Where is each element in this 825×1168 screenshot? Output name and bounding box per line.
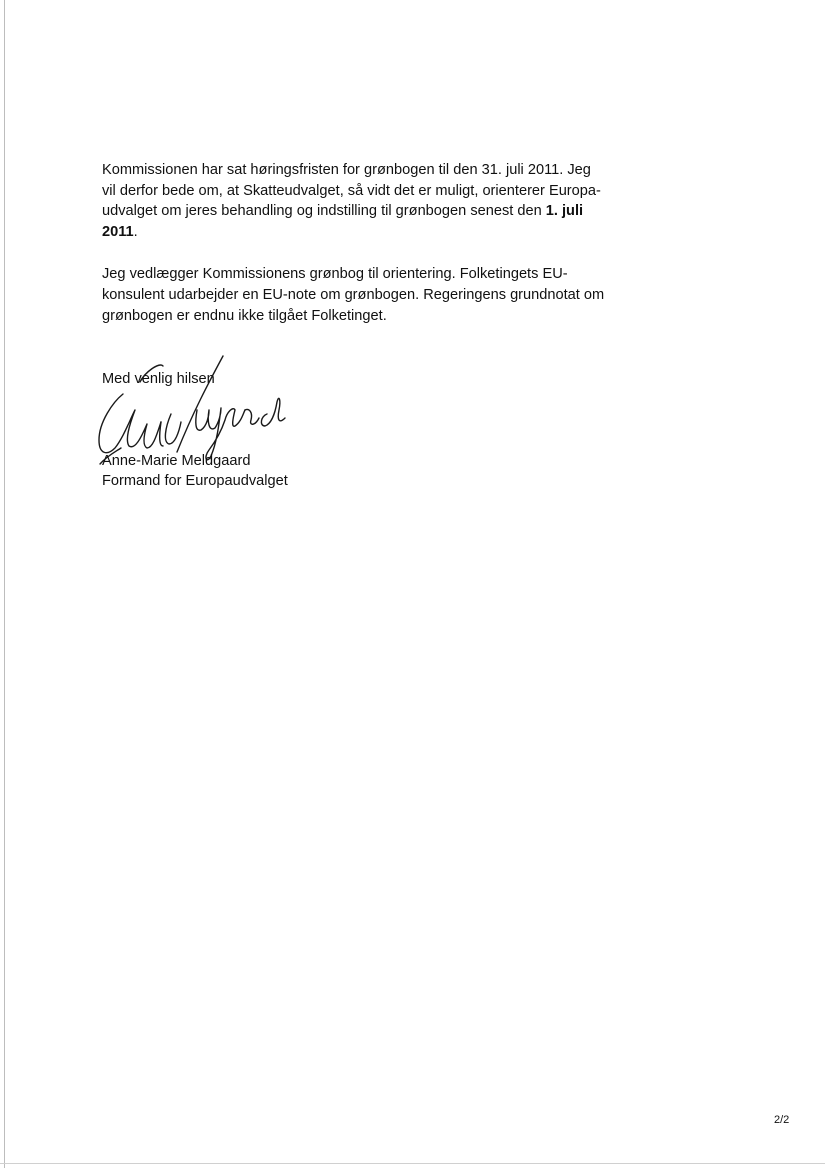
- signatory-title: Formand for Europaudvalget: [102, 473, 288, 489]
- paragraph-deadline: [102, 160, 602, 242]
- closing-greeting: Med venlig hilsen: [102, 371, 215, 387]
- paragraph-line: Kommissionen har sat høringsfristen for grønbogen til den 31. juli 2011. Jeg: [102, 162, 591, 178]
- paragraph-line: grønbogen er endnu ikke tilgået Folketinget.: [102, 307, 387, 324]
- letter-body: [102, 160, 605, 348]
- paragraph-enclosure: [102, 264, 605, 326]
- paragraph-line: vil derfor bede om, at Skatteudvalget, så vidt det er muligt, orienterer Europa-: [102, 182, 601, 199]
- line-text: udvalget om jeres behandling og indstilling til grønbogen senest den: [102, 203, 546, 220]
- signatory-name: Anne-Marie Meldgaard: [102, 453, 251, 469]
- deadline-date-bold: 1. juli: [545, 203, 584, 220]
- page-number: 2/2: [774, 1114, 790, 1126]
- scan-bottom-line: [0, 1163, 825, 1164]
- scan-edge-line: [4, 0, 5, 1168]
- line-text: .: [133, 223, 138, 240]
- paragraph-line: konsulent udarbejder en EU-note om grønbogen. Regeringens grundnotat om: [102, 286, 605, 303]
- paragraph-line: Jeg vedlægger Kommissionens grønbog til orientering. Folketingets EU-: [102, 266, 568, 283]
- paragraph-line: [102, 222, 602, 243]
- paragraph-line: [102, 201, 602, 222]
- deadline-year-bold: 2011: [102, 223, 134, 240]
